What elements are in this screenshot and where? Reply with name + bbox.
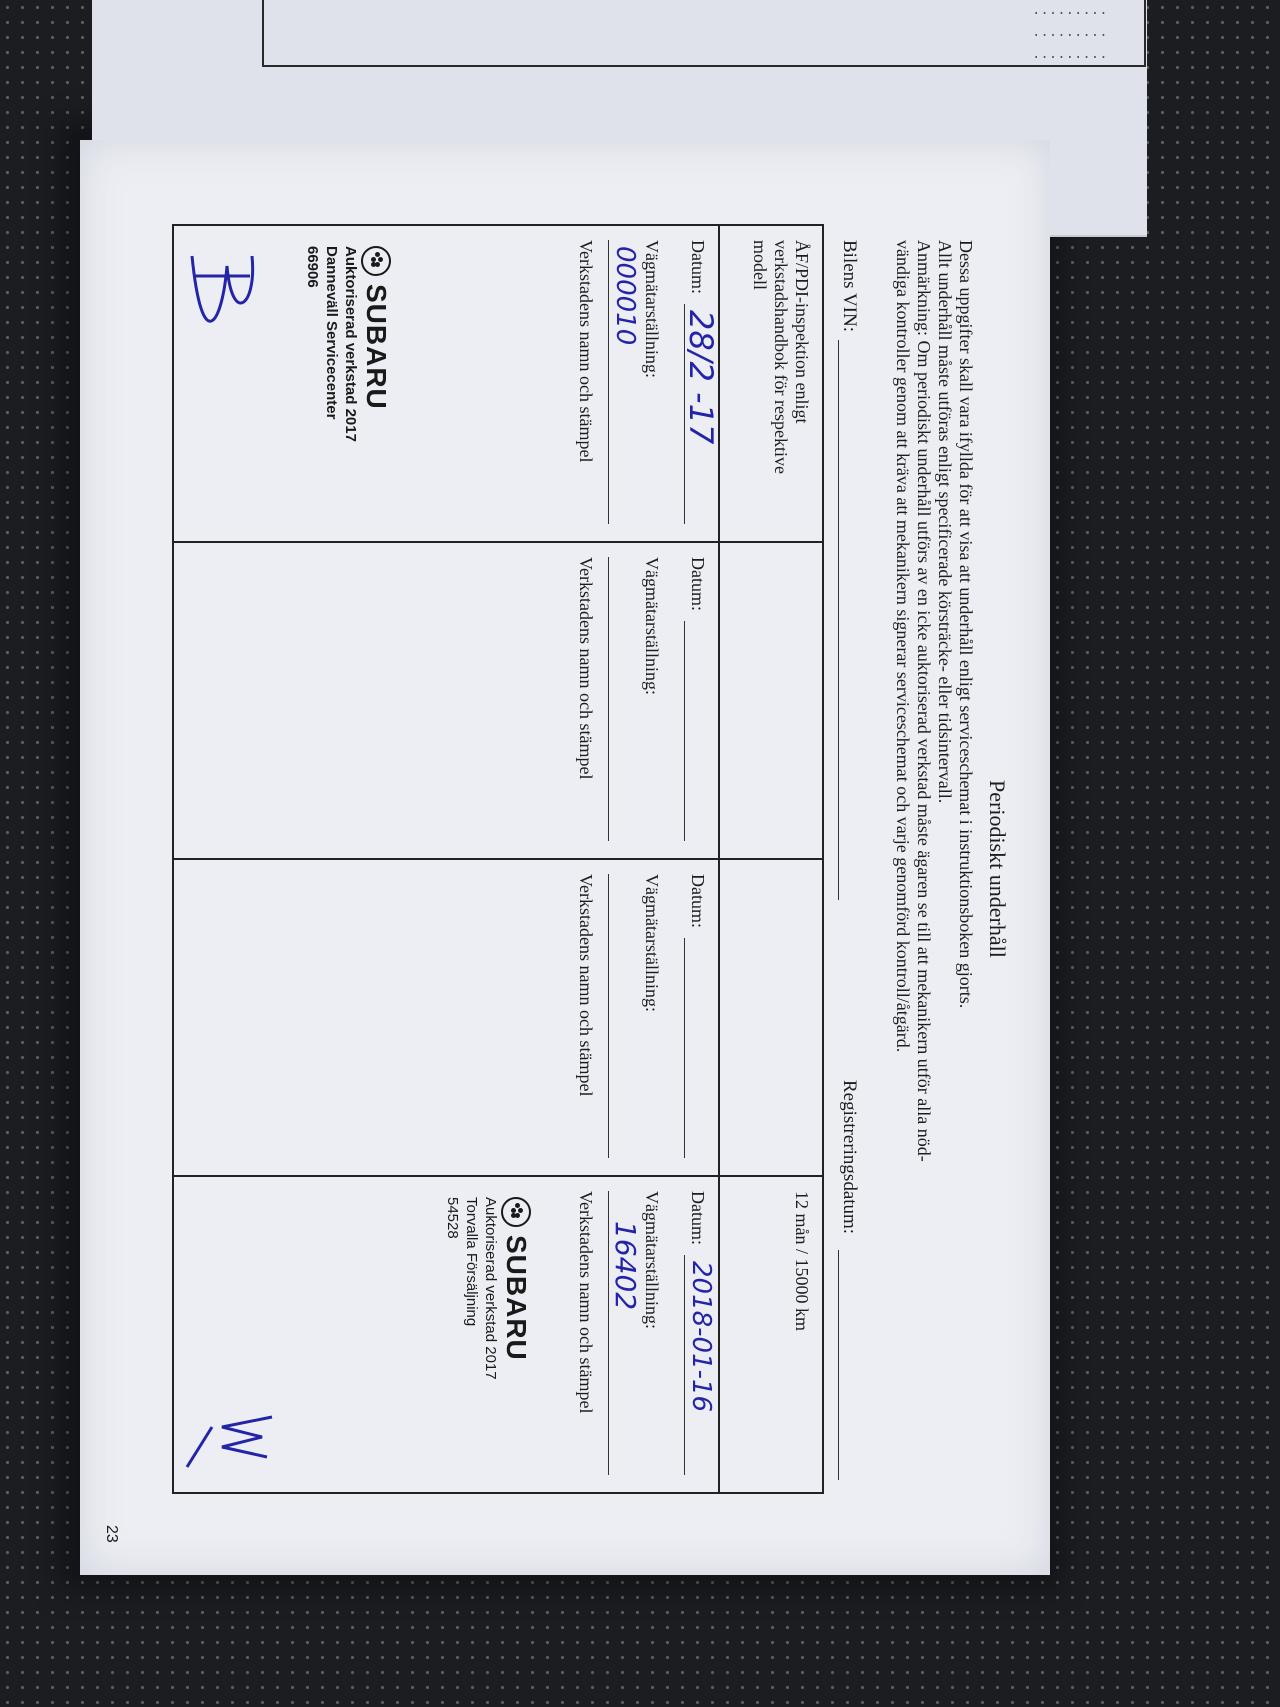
odometer-underline [608,557,609,841]
stamp-brand-text: SUBARU [501,1235,532,1361]
handwritten-odometer: 16402 [609,1221,642,1311]
intro-line: Dessa uppgifter skall vara ifyllda för att visa att underhåll enligt serviceschemat i instruktionsboken gjorts. [956,240,976,1009]
subaru-brand [360,246,392,442]
vin-row [834,240,860,1480]
handwritten-date: 28/2 -17 [682,310,720,445]
vin-label: Bilens VIN: [839,240,860,333]
odometer-value-line [608,1191,642,1481]
vin-field[interactable] [838,340,839,900]
handwritten-odometer: 000010 [610,246,640,346]
datum-underline [684,938,685,1158]
stamp-line: Danneväll Servicecenter [323,246,340,420]
datum-label: Datum: [688,240,708,294]
odometer-underline [608,874,609,1158]
datum-field[interactable] [684,1191,716,1481]
column-header: 12 mån / 15000 km [792,1191,812,1331]
workshop-stamp [303,246,392,442]
handwritten-date: 2018-01-16 [686,1261,716,1413]
stamp-line: Auktoriserad verkstad 2017 [342,246,359,442]
subaru-brand [500,1197,532,1380]
page-number: 23 [103,1525,120,1543]
column-header-cell [718,543,822,858]
odometer-value-line [608,240,640,530]
odometer-label: Vägmätarställning: [642,874,662,1012]
service-column-2 [174,543,822,860]
stamp-brand-text: SUBARU [361,284,392,410]
datum-label: Datum: [688,1191,708,1245]
registration-date-field[interactable] [838,1250,839,1480]
stamp-label: Verkstadens namn och stämpel [576,557,596,780]
stamp-label: Verkstadens namn och stämpel [576,874,596,1097]
odometer-value-line [608,557,632,847]
odometer-field[interactable] [638,874,662,1164]
column-header-cell [718,1177,822,1494]
workshop-stamp [443,1197,532,1380]
datum-underline [684,1255,685,1475]
registration-date-label: Registreringsdatum: [839,1080,860,1235]
service-table [172,224,824,1494]
datum-field[interactable] [682,240,720,530]
odometer-label: Vägmätarställning: [642,1191,662,1329]
service-column-pdi [174,226,822,543]
stamp-line: Auktoriserad verkstad 2017 [482,1197,499,1380]
datum-field[interactable] [684,557,708,847]
booklet-page [80,140,1050,1575]
column-header-cell [718,226,822,541]
odometer-value-line [608,874,632,1164]
page-content-rotated [80,140,1050,1575]
service-column-12-months [174,1177,822,1494]
service-column-3 [174,860,822,1177]
odometer-label: Vägmätarställning: [642,240,662,378]
stamp-label: Verkstadens namn och stämpel [576,1191,596,1414]
column-header-cell [718,860,822,1175]
datum-label: Datum: [688,874,708,928]
column-header: ÅF/PDI-inspektion enligt verkstadshandbok för respektive modell [750,240,812,474]
previous-page-dotted-lines: ......... ......... ......... [1032,3,1108,63]
subaru-logo-icon [361,246,391,276]
stamp-line: 66906 [304,246,321,288]
subaru-logo-icon [501,1197,531,1227]
odometer-underline [608,240,609,524]
intro-text [892,240,976,1480]
stamp-line: 54528 [444,1197,461,1239]
datum-field[interactable] [684,874,708,1164]
stamp-line: Torvalla Försäljning [463,1197,480,1327]
datum-underline [684,621,685,841]
intro-line: vändiga kontroller genom att kräva att mekanikern signerar serviceschemat och varje genomförd kontroll/åtgärd. [893,240,913,1053]
datum-label: Datum: [688,557,708,611]
odometer-label: Vägmätarställning: [642,557,662,695]
stamp-label: Verkstadens namn och stämpel [576,240,596,463]
signature-mechanic-1 [182,246,262,366]
odometer-field[interactable] [638,240,662,530]
signature-mechanic-2 [182,1407,282,1477]
odometer-field[interactable] [638,557,662,847]
page-title: Periodiskt underhåll [985,780,1010,958]
intro-line: Allt underhåll måste utföras enligt specificerade körsträcke- eller tidsintervall. [935,240,955,804]
intro-line: Anmärkning: Om periodiskt underhåll utförs av en icke auktoriserad verkstad måste ägaren se till att mekanikern utför alla nöd- [914,240,934,1162]
previous-page-table-edge [262,0,1146,67]
